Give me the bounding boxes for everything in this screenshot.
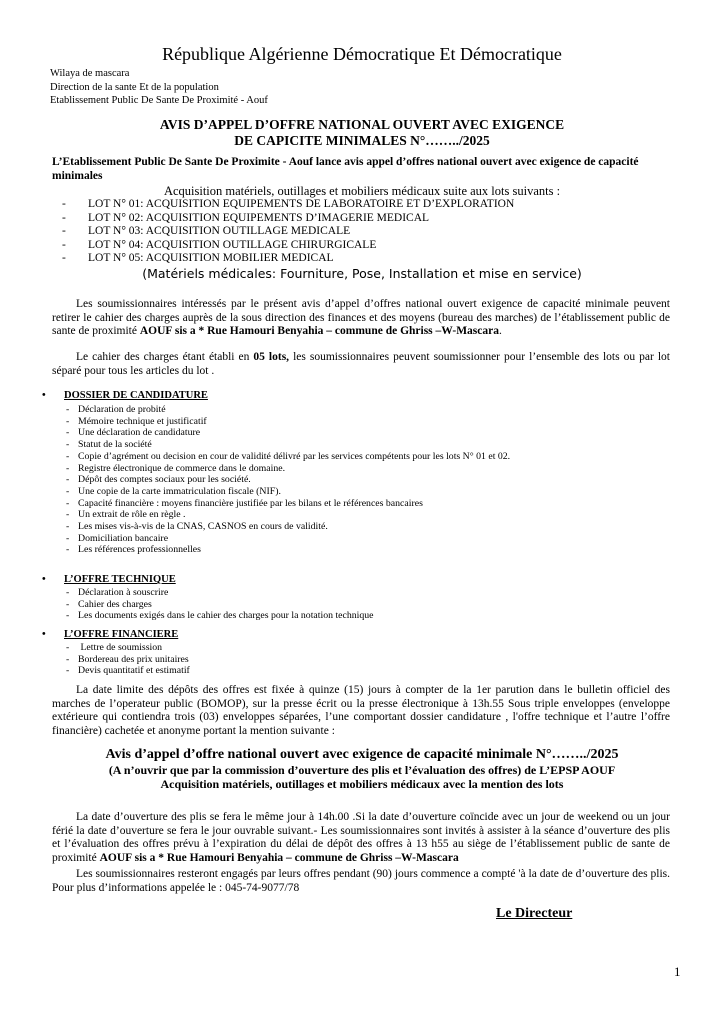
bullet-icon: • [42,390,46,401]
signature-directeur: Le Directeur [496,906,573,921]
item-label: Les documents exigés dans le cahier des charges pour la notation technique [78,610,374,622]
lot-dash: - [62,211,66,224]
intro-statement: L’Etablissement Public De Sante De Proximite - Aouf lance avis appel d’offres national ouvert avec exigence de capacité minimales [52,156,639,182]
list-item [66,486,510,498]
bullet-icon: • [42,629,46,640]
list-item [66,544,510,556]
item-label: Une copie de la carte immatriculation fiscale (NIF). [78,485,281,497]
mention-line3: Acquisition matériels, outillages et mobiliers médicaux avec la mention des lots [160,777,564,791]
lot-item [62,198,514,212]
lot-item [62,252,514,266]
item-dash: - [66,474,70,486]
financiere-items [66,642,190,677]
address-bold: AOUF sis a * Rue Hamouri Benyahia – commune de Ghriss –W-Mascara [139,325,499,338]
list-item [66,439,510,451]
item-dash: - [66,404,70,415]
materiels-note: (Matériels médicales: Fourniture, Pose, Installation et mise en service) [142,266,582,281]
item-dash: - [66,587,70,598]
list-item [66,642,190,654]
lot-dash: - [62,238,66,251]
item-label: Devis quantitatif et estimatif [78,665,190,677]
item-label: Registre électronique de commerce dans le domaine. [78,462,286,474]
paragraph-depot: La date limite des dépôts des offres est fixée à quinze (15) jours à compter de la 1er parution dans le bulletin officiel des marches de l’operateur public (BOMOP), sur la presse écrit ou la presse électronique à 13h.55 Sous triple enveloppes (enveloppe extérieure qui contiendra trois (03) enveloppes séparées, l’une comportant dossier candidature , l'offre technique et l’autre l’offre financière) cachetée et anonyme portant la mention suivante : [52,684,670,737]
header-wilaya: Wilaya de mascara [50,68,130,79]
acquisition-heading: Acquisition matériels, outillages et mobiliers médicaux suite aux lots suivants : [163,184,561,198]
item-dash: - [66,427,70,439]
paragraph-retrait-text: Les soumissionnaires intéressés par le présent avis d’appel d’offres national ouvert exigence de capacité minimale peuvent retirer le cahier des charges auprès de la sous direction des finances et des moyens (bureau des marches) de l’établissement public de sante de proximité [52,298,670,338]
dossier-items [66,404,510,556]
header-etablissement: Etablissement Public De Sante De Proximité - Aouf [50,95,268,106]
item-label: Une déclaration de candidature [78,427,201,439]
item-dash: - [66,544,70,556]
paragraph-retrait [52,298,670,339]
item-dash: - [66,521,70,533]
list-item [66,665,190,677]
item-dash: - [66,665,70,677]
list-item [66,463,510,475]
list-item [66,521,510,533]
notice-title-line1: AVIS D’APPEL D’OFFRE NATIONAL OUVERT AVEC EXIGENCE [159,117,565,132]
dossier-heading-label: DOSSIER DE CANDIDATURE [64,390,208,401]
item-label: Bordereau des prix unitaires [78,653,189,665]
item-dash: - [66,497,70,509]
item-label: Mémoire technique et justificatif [78,415,207,427]
item-dash: - [66,532,70,544]
paragraph-lots [52,351,670,378]
page-number: 1 [674,964,681,979]
lot-dash: - [62,252,66,265]
item-label: Déclaration de probité [78,404,166,415]
technique-heading-label: L’OFFRE TECHNIQUE [64,574,176,585]
paragraph-lots-pre: Le cahier des charges étant établi en [76,351,254,363]
item-label: Copie d’agrément ou decision en cour de validité délivré par les services compétents pour les lots N° 01 et 02. [78,450,511,462]
lot-item [62,212,514,226]
mention-line2: (A n’ouvrir que par la commission d’ouverture des plis et l’évaluation des offres) de L’EPSP AOUF [108,763,616,777]
item-dash: - [66,462,70,474]
paragraph-lots-post: les soumissionnaires peuvent soumissionner pour l’ensemble des lots ou par lot séparé pour tous les articles du lot . [52,351,671,377]
list-item [66,427,510,439]
lot-dash: - [62,198,66,210]
list-item [66,474,510,486]
envelope-mention [0,746,724,791]
item-dash: - [66,642,70,653]
list-item [66,416,510,428]
list-item [66,451,510,463]
dossier-heading [42,390,208,401]
item-label: Domiciliation bancaire [78,532,169,544]
list-item [66,654,190,666]
item-dash: - [66,439,70,451]
list-item [66,404,510,416]
item-dash: - [66,450,70,462]
item-dash: - [66,598,70,610]
bullet-icon: • [42,574,46,585]
header-direction: Direction de la sante Et de la population [50,81,219,93]
address-bold: AOUF sis a * Rue Hamouri Benyahia – commune de Ghriss –W-Mascara [99,851,459,864]
item-dash: - [66,415,70,427]
item-dash: - [66,610,70,622]
paragraph-retrait-end: . [498,325,502,338]
mention-line1: Avis d’appel d’offre national ouvert avec exigence de capacité minimale N°……../2025 [105,747,619,762]
item-label: Les références professionnelles [78,544,201,556]
lot-label: LOT N° 03: ACQUISITION OUTILLAGE MEDICALE [88,225,351,238]
paragraph-ouverture-text: La date d’ouverture des plis se fera le même jour à 14h.00 .Si la date d’ouverture coïncide avec un jour de weekend ou un jour férié la date d’ouverture se fera le jour ouvrable suivant.- Les soumissionnaires sont invités à assister à la séance d’ouverture des plis et l’évaluation des offres prévu à l’expiration du délai de dépôt des offres à 13 h55 au siège de l’établissement public de sante de proximité [52,811,670,864]
list-item [66,599,374,611]
notice-title-line2: DE CAPICITE MINIMALES N°……../2025 [234,133,490,148]
paragraph-engagement: Les soumissionnaires resteront engagés par leurs offres pendant (90) jours commence a compté 'à la date de d’ouverture des plis. Pour plus d’informations appelée le : 045-74-9077/78 [52,868,670,894]
lot-label: LOT N° 02: ACQUISITION EQUIPEMENTS D’IMAGERIE MEDICAL [88,211,430,224]
list-item [66,587,374,599]
lot-label: LOT N° 01: ACQUISITION EQUIPEMENTS DE LABORATOIRE ET D’EXPLORATION [88,198,515,210]
item-dash: - [66,485,70,497]
list-item [66,509,510,521]
lots-count-bold: 05 lots, [253,351,290,363]
financiere-heading-label: L’OFFRE FINANCIERE [64,629,179,640]
item-label: Statut de la société [78,439,152,451]
item-dash: - [66,653,70,665]
item-label: Un extrait de rôle en règle . [78,509,186,521]
item-dash: - [66,509,70,521]
lot-label: LOT N° 04: ACQUISITION OUTILLAGE CHIRURGICALE [88,238,377,251]
item-label: Les mises vis-à-vis de la CNAS, CASNOS en cours de validité. [78,521,328,533]
item-label: Déclaration à souscrire [78,587,169,598]
lot-item [62,225,514,239]
item-label: Cahier des charges [78,598,152,610]
lots-list [62,198,514,266]
lot-dash: - [62,225,66,238]
lot-item [62,239,514,253]
lot-label: LOT N° 05: ACQUISITION MOBILIER MEDICAL [88,252,334,265]
technique-items [66,587,374,622]
notice-title [0,117,724,149]
item-label: Dépôt des comptes sociaux pour les société. [78,474,251,486]
list-item [66,610,374,622]
list-item [66,498,510,510]
issuer-header [50,67,268,108]
list-item [66,533,510,545]
item-label: Capacité financière : moyens financière justifiée par les bilans et le références bancaires [78,497,423,509]
paragraph-ouverture [52,811,670,865]
financiere-heading [42,629,178,640]
technique-heading [42,574,176,585]
item-label: Lettre de soumission [78,642,163,653]
page-title: République Algérienne Démocratique Et Démocratique [162,44,562,64]
